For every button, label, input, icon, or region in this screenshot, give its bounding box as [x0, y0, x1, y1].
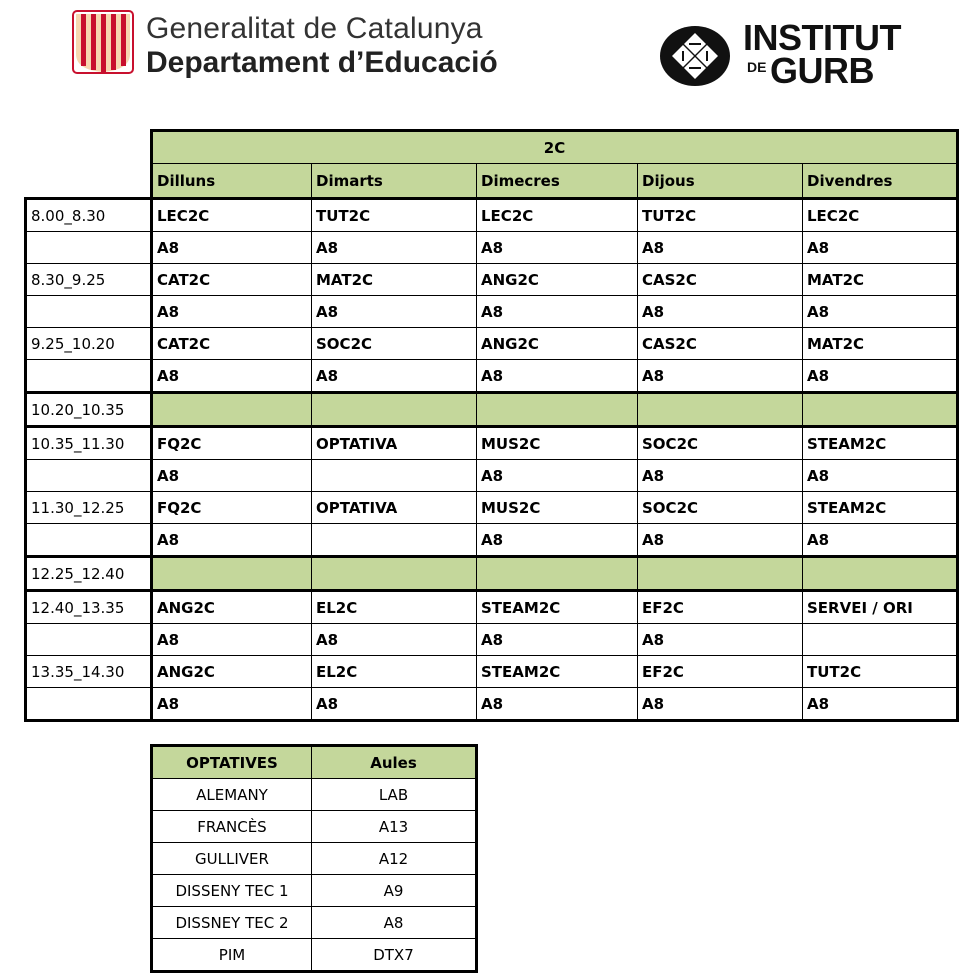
time-slot: 9.25_10.20	[26, 328, 152, 360]
optative-room: A13	[312, 811, 477, 843]
optative-room: LAB	[312, 779, 477, 811]
room-cell: A8	[312, 360, 477, 393]
time-slot: 11.30_12.25	[26, 492, 152, 524]
room-cell: A8	[638, 688, 803, 721]
subject-cell: SOC2C	[312, 328, 477, 360]
time-slot: 12.25_12.40	[26, 557, 152, 591]
optative-row	[152, 811, 477, 843]
subject-cell: FQ2C	[152, 427, 312, 460]
break-cell	[312, 393, 477, 427]
room-cell: A8	[152, 360, 312, 393]
room-cell: A8	[477, 232, 638, 264]
room-cell: A8	[477, 624, 638, 656]
break-row	[26, 557, 958, 591]
generalitat-wordmark	[146, 12, 498, 80]
room-cell: A8	[477, 460, 638, 492]
group-title: 2C	[152, 131, 958, 164]
optative-name: DISSENY TEC 1	[152, 875, 312, 907]
break-cell	[638, 557, 803, 591]
subject-cell: ANG2C	[477, 328, 638, 360]
schedule-row	[26, 591, 958, 624]
break-cell	[477, 393, 638, 427]
room-cell: A8	[638, 624, 803, 656]
time-slot: 13.35_14.30	[26, 656, 152, 688]
room-cell: A8	[803, 460, 958, 492]
optative-room: A12	[312, 843, 477, 875]
subject-cell: ANG2C	[477, 264, 638, 296]
subject-cell: MAT2C	[312, 264, 477, 296]
subject-cell: MUS2C	[477, 492, 638, 524]
optative-name: DISSNEY TEC 2	[152, 907, 312, 939]
subject-cell: CAT2C	[152, 328, 312, 360]
subject-cell: STEAM2C	[477, 591, 638, 624]
subject-cell: OPTATIVA	[312, 492, 477, 524]
optatives-header: OPTATIVES	[152, 746, 312, 779]
room-cell: A8	[152, 232, 312, 264]
optatives-table	[150, 744, 478, 973]
schedule-row	[26, 427, 958, 460]
institut-gurb-label: GURB	[770, 50, 874, 91]
time-slot: 10.20_10.35	[26, 393, 152, 427]
department-name: Departament d’Educació	[146, 46, 498, 79]
optative-name: ALEMANY	[152, 779, 312, 811]
schedule-room-row	[26, 524, 958, 557]
subject-cell: MUS2C	[477, 427, 638, 460]
break-cell	[803, 557, 958, 591]
subject-cell: TUT2C	[638, 199, 803, 232]
subject-cell: FQ2C	[152, 492, 312, 524]
optative-row	[152, 843, 477, 875]
room-cell: A8	[638, 360, 803, 393]
room-cell	[803, 624, 958, 656]
schedule-room-row	[26, 460, 958, 492]
time-slot-blank	[26, 296, 152, 328]
break-cell	[312, 557, 477, 591]
subject-cell: EF2C	[638, 656, 803, 688]
optative-room: A9	[312, 875, 477, 907]
room-cell: A8	[312, 296, 477, 328]
subject-cell: ANG2C	[152, 591, 312, 624]
schedule-room-row	[26, 360, 958, 393]
subject-cell: STEAM2C	[477, 656, 638, 688]
time-slot-blank	[26, 460, 152, 492]
subject-cell: EF2C	[638, 591, 803, 624]
time-slot-blank	[26, 688, 152, 721]
room-cell: A8	[803, 296, 958, 328]
subject-cell: EL2C	[312, 591, 477, 624]
room-cell: A8	[638, 460, 803, 492]
institut-emblem-icon	[659, 25, 731, 87]
subject-cell: TUT2C	[312, 199, 477, 232]
schedule-room-row	[26, 232, 958, 264]
room-cell: A8	[152, 460, 312, 492]
room-cell: A8	[312, 688, 477, 721]
optative-name: PIM	[152, 939, 312, 972]
subject-cell: MAT2C	[803, 328, 958, 360]
room-cell: A8	[803, 232, 958, 264]
schedule-row	[26, 656, 958, 688]
room-cell: A8	[152, 524, 312, 557]
subject-cell: STEAM2C	[803, 492, 958, 524]
subject-cell: SERVEI / ORI	[803, 591, 958, 624]
subject-cell: STEAM2C	[803, 427, 958, 460]
generalitat-name: Generalitat de Catalunya	[146, 12, 483, 45]
room-cell: A8	[477, 360, 638, 393]
room-cell: A8	[477, 296, 638, 328]
subject-cell: CAS2C	[638, 328, 803, 360]
time-slot: 12.40_13.35	[26, 591, 152, 624]
break-cell	[152, 393, 312, 427]
optative-name: FRANCÈS	[152, 811, 312, 843]
institut-label: INSTITUT	[743, 17, 901, 58]
break-cell	[152, 557, 312, 591]
break-cell	[803, 393, 958, 427]
room-cell: A8	[312, 624, 477, 656]
optative-room: DTX7	[312, 939, 477, 972]
subject-cell: EL2C	[312, 656, 477, 688]
room-cell: A8	[803, 688, 958, 721]
subject-cell: CAT2C	[152, 264, 312, 296]
time-slot-blank	[26, 360, 152, 393]
subject-cell: LEC2C	[152, 199, 312, 232]
aules-header: Aules	[312, 746, 477, 779]
time-slot-blank	[26, 524, 152, 557]
subject-cell: SOC2C	[638, 427, 803, 460]
subject-cell: SOC2C	[638, 492, 803, 524]
schedule-room-row	[26, 624, 958, 656]
schedule-table	[24, 129, 959, 722]
room-cell: A8	[803, 524, 958, 557]
room-cell: A8	[638, 524, 803, 557]
break-row	[26, 393, 958, 427]
institut-de-label: DE	[747, 59, 767, 75]
subject-cell: LEC2C	[803, 199, 958, 232]
institut-gurb-logo	[659, 25, 731, 92]
subject-cell: MAT2C	[803, 264, 958, 296]
time-slot: 10.35_11.30	[26, 427, 152, 460]
generalitat-shield-icon	[72, 10, 134, 74]
room-cell: A8	[152, 688, 312, 721]
room-cell: A8	[803, 360, 958, 393]
schedule-room-row	[26, 688, 958, 721]
room-cell: A8	[152, 296, 312, 328]
subject-cell: OPTATIVA	[312, 427, 477, 460]
optative-row	[152, 907, 477, 939]
break-cell	[477, 557, 638, 591]
institut-wordmark	[743, 17, 901, 91]
day-header: Dilluns	[152, 164, 312, 199]
time-slot-blank	[26, 232, 152, 264]
room-cell: A8	[477, 688, 638, 721]
schedule-row	[26, 199, 958, 232]
schedule-room-row	[26, 296, 958, 328]
break-cell	[638, 393, 803, 427]
schedule-row	[26, 264, 958, 296]
optative-row	[152, 939, 477, 972]
time-slot: 8.30_9.25	[26, 264, 152, 296]
subject-cell: LEC2C	[477, 199, 638, 232]
time-slot: 8.00_8.30	[26, 199, 152, 232]
room-cell: A8	[312, 232, 477, 264]
room-cell: A8	[152, 624, 312, 656]
day-header: Dimarts	[312, 164, 477, 199]
schedule-row	[26, 492, 958, 524]
room-cell: A8	[638, 296, 803, 328]
room-cell	[312, 460, 477, 492]
optative-room: A8	[312, 907, 477, 939]
subject-cell: TUT2C	[803, 656, 958, 688]
room-cell: A8	[477, 524, 638, 557]
optative-row	[152, 779, 477, 811]
schedule-row	[26, 328, 958, 360]
room-cell: A8	[638, 232, 803, 264]
time-slot-blank	[26, 624, 152, 656]
subject-cell: CAS2C	[638, 264, 803, 296]
subject-cell: ANG2C	[152, 656, 312, 688]
room-cell	[312, 524, 477, 557]
day-header: Divendres	[803, 164, 958, 199]
optative-name: GULLIVER	[152, 843, 312, 875]
optative-row	[152, 875, 477, 907]
day-header: Dimecres	[477, 164, 638, 199]
day-header: Dijous	[638, 164, 803, 199]
generalitat-logo	[72, 10, 134, 76]
